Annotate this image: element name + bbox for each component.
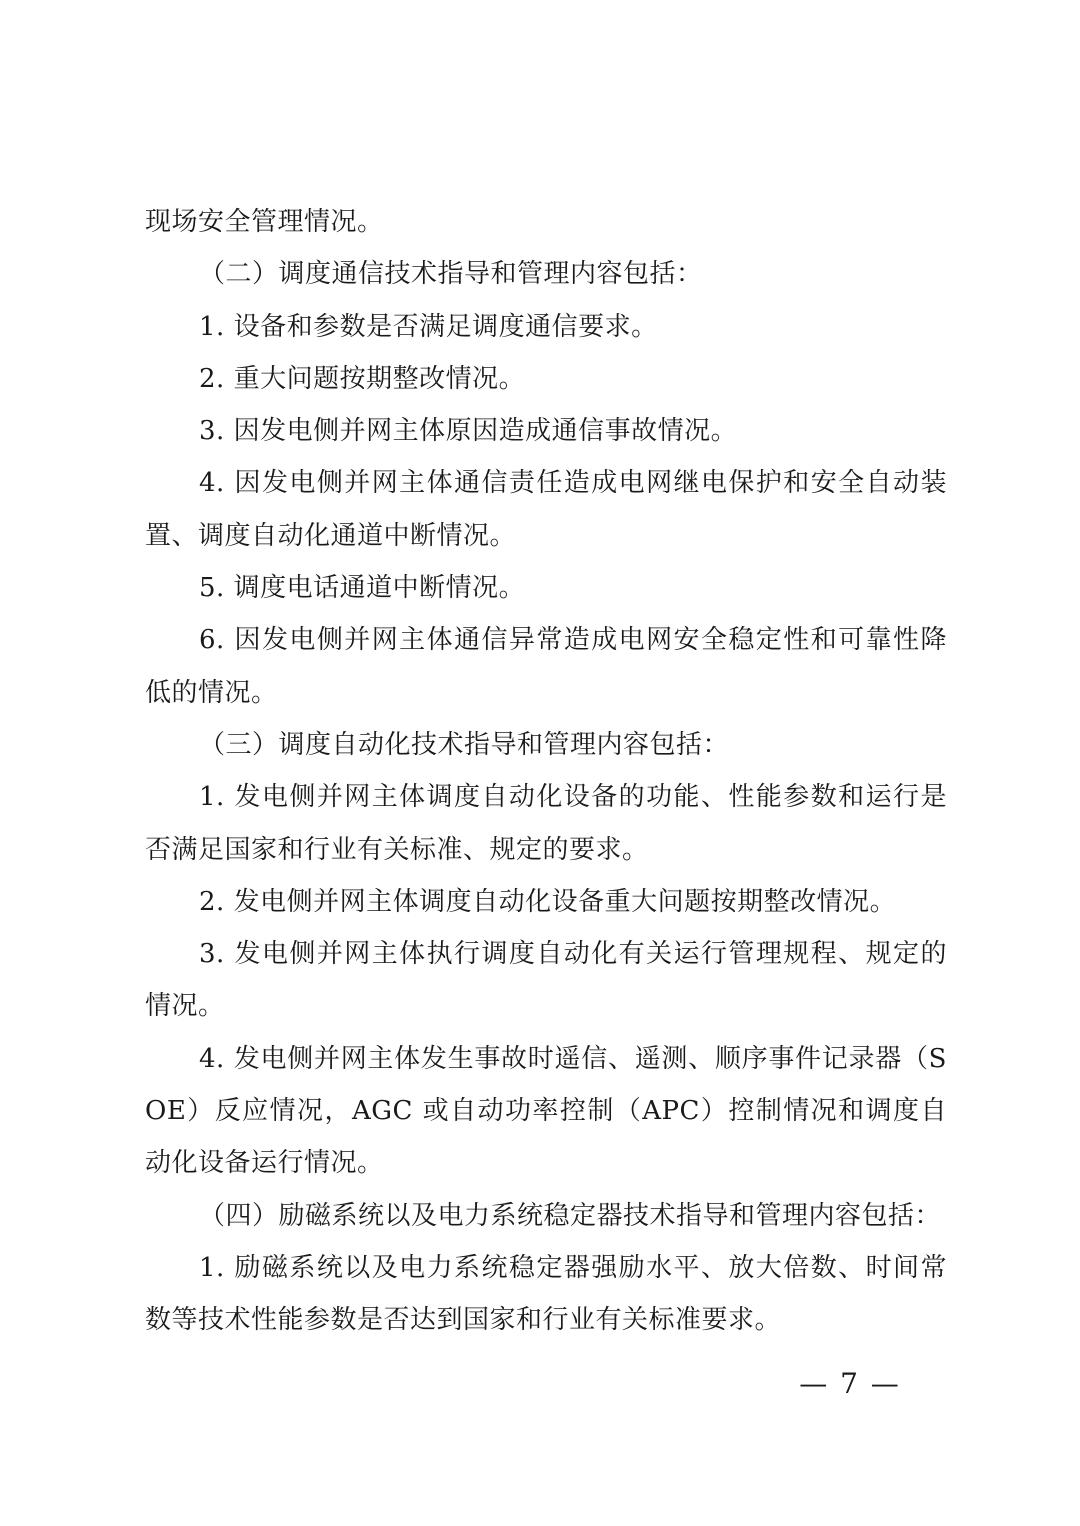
list-item: 1. 发电侧并网主体调度自动化设备的功能、性能参数和运行是否满足国家和行业有关标准、规定的要求。 (145, 782, 947, 865)
list-item: 2. 重大问题按期整改情况。 (199, 363, 526, 394)
body-text (145, 196, 947, 1347)
list-item: 5. 调度电话通道中断情况。 (199, 573, 526, 604)
section-heading-2: （二）调度通信技术指导和管理内容包括： (199, 259, 703, 290)
list-item: 3. 因发电侧并网主体原因造成通信事故情况。 (199, 416, 738, 447)
list-item: 4. 发电侧并网主体发生事故时遥信、遥测、顺序事件记录器（SOE）反应情况，AGC 或自动功率控制（APC）控制情况和调度自动化设备运行情况。 (145, 1043, 947, 1179)
section-heading-4: （四）励磁系统以及电力系统稳定器技术指导和管理内容包括： (199, 1200, 942, 1231)
page-number: — 7 — (799, 1367, 901, 1400)
list-item: 2. 发电侧并网主体调度自动化设备重大问题按期整改情况。 (199, 886, 897, 917)
list-item: 4. 因发电侧并网主体通信责任造成电网继电保护和安全自动装置、调度自动化通道中断情况。 (145, 468, 947, 551)
list-item: 3. 发电侧并网主体执行调度自动化有关运行管理规程、规定的情况。 (145, 939, 947, 1022)
list-item: 6. 因发电侧并网主体通信异常造成电网安全稳定性和可靠性降低的情况。 (145, 625, 947, 708)
list-item: 1. 设备和参数是否满足调度通信要求。 (199, 311, 658, 342)
section-heading-3: （三）调度自动化技术指导和管理内容包括： (199, 729, 730, 760)
paragraph-continuation: 现场安全管理情况。 (145, 207, 384, 237)
list-item: 1. 励磁系统以及电力系统稳定器强励水平、放大倍数、时间常数等技术性能参数是否达到国家和行业有关标准要求。 (145, 1252, 947, 1336)
